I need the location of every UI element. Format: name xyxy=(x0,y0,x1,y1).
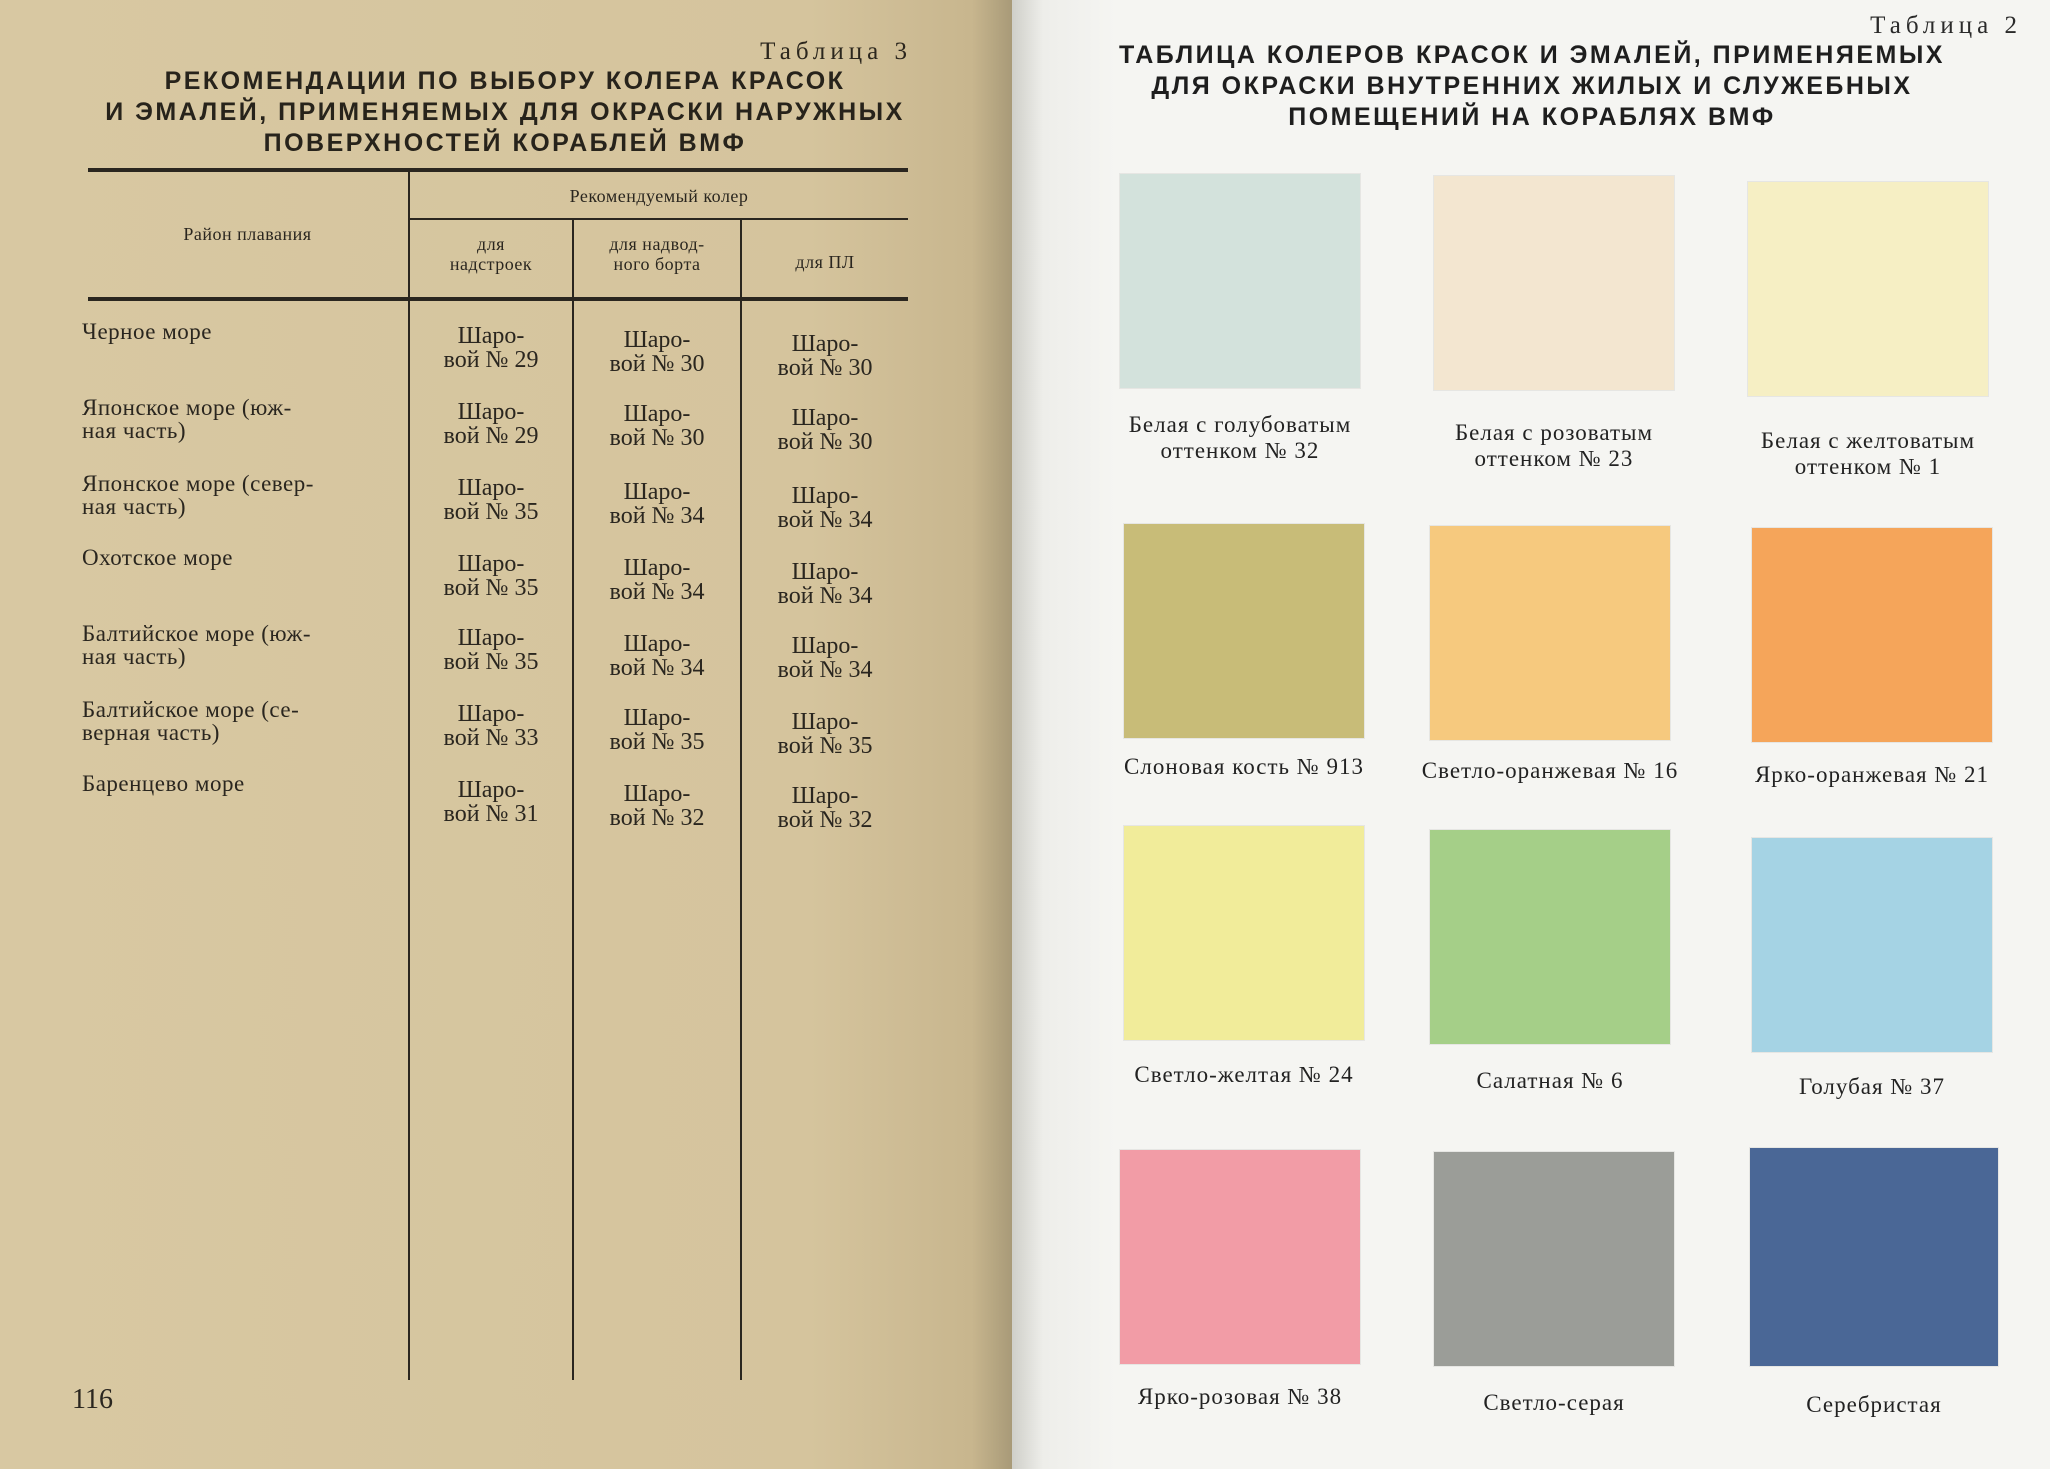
color-swatch xyxy=(1434,176,1674,390)
color-cell: Шаро- вой № 34 xyxy=(609,555,705,605)
color-swatch xyxy=(1430,526,1670,740)
color-cell: Шаро- вой № 35 xyxy=(443,475,539,525)
swatch-label: Салатная № 6 xyxy=(1476,1068,1624,1093)
swatch-label: Белая с желтоватым оттенком № 1 xyxy=(1760,428,1976,479)
column-divider xyxy=(572,220,574,1380)
right-page xyxy=(1012,0,2050,1469)
title-line: И ЭМАЛЕЙ, ПРИМЕНЯЕМЫХ ДЛЯ ОКРАСКИ НАРУЖНЫХ xyxy=(105,98,905,126)
swatch-label: Светло-оранжевая № 16 xyxy=(1421,758,1679,783)
color-cell: Шаро- вой № 32 xyxy=(609,781,705,831)
swatch-label: Белая с голубоватым оттенком № 32 xyxy=(1128,412,1352,463)
header-col-submarine: для ПЛ xyxy=(795,252,855,272)
title-line: ТАБЛИЦА КОЛЕРОВ КРАСОК И ЭМАЛЕЙ, ПРИМЕНЯЕМЫХ xyxy=(1119,41,1945,69)
color-swatch xyxy=(1124,524,1364,738)
color-cell: Шаро- вой № 34 xyxy=(777,559,873,609)
swatch-label: Ярко-оранжевая № 21 xyxy=(1754,762,1990,787)
page-number: 116 xyxy=(72,1384,113,1415)
color-cell: Шаро- вой № 34 xyxy=(609,631,705,681)
header-sub-rule xyxy=(410,218,908,220)
title-line: РЕКОМЕНДАЦИИ ПО ВЫБОРУ КОЛЕРА КРАСОК xyxy=(164,67,846,95)
title-line: ДЛЯ ОКРАСКИ ВНУТРЕННИХ ЖИЛЫХ И СЛУЖЕБНЫХ xyxy=(1151,72,1913,100)
color-cell: Шаро- вой № 31 xyxy=(443,777,539,827)
color-cell: Шаро- вой № 29 xyxy=(443,399,539,449)
header-recommended: Рекомендуемый колер xyxy=(569,186,749,206)
color-cell: Шаро- вой № 29 xyxy=(443,323,539,373)
table-top-rule xyxy=(88,168,908,172)
column-divider xyxy=(408,172,410,1380)
color-cell: Шаро- вой № 34 xyxy=(609,479,705,529)
color-swatch xyxy=(1120,1150,1360,1364)
color-cell: Шаро- вой № 30 xyxy=(777,405,873,455)
swatch-label: Светло-серая xyxy=(1483,1390,1625,1415)
header-bottom-rule xyxy=(88,297,908,301)
title-line: ПОВЕРХНОСТЕЙ КОРАБЛЕЙ ВМФ xyxy=(263,129,747,157)
region-cell: Балтийское море (юж- ная часть) xyxy=(82,621,312,669)
swatch-label: Белая с розоватым оттенком № 23 xyxy=(1454,420,1654,471)
color-cell: Шаро- вой № 34 xyxy=(777,483,873,533)
color-cell: Шаро- вой № 35 xyxy=(609,705,705,755)
color-cell: Шаро- вой № 35 xyxy=(777,709,873,759)
header-region: Район плавания xyxy=(183,224,312,244)
color-swatch xyxy=(1752,838,1992,1052)
color-cell: Шаро- вой № 32 xyxy=(777,783,873,833)
color-swatch xyxy=(1124,826,1364,1040)
color-swatch xyxy=(1120,174,1360,388)
swatch-label: Серебристая xyxy=(1806,1392,1942,1417)
color-cell: Шаро- вой № 30 xyxy=(609,401,705,451)
table-2-title xyxy=(1092,40,1972,133)
color-swatch xyxy=(1748,182,1988,396)
column-divider xyxy=(740,220,742,1380)
swatch-label: Слоновая кость № 913 xyxy=(1124,754,1364,779)
color-swatch xyxy=(1430,830,1670,1044)
region-cell: Японское море (север- ная часть) xyxy=(82,471,314,519)
color-cell: Шаро- вой № 35 xyxy=(443,625,539,675)
color-swatch xyxy=(1750,1148,1998,1366)
region-cell: Японское море (юж- ная часть) xyxy=(82,395,292,443)
title-line: ПОМЕЩЕНИЙ НА КОРАБЛЯХ ВМФ xyxy=(1288,103,1776,131)
region-cell: Охотское море xyxy=(82,545,233,570)
table-3-title xyxy=(80,66,930,159)
color-swatch xyxy=(1434,1152,1674,1366)
header-col-superstructure: для надстроек xyxy=(449,234,533,274)
color-cell: Шаро- вой № 34 xyxy=(777,633,873,683)
region-cell: Черное море xyxy=(82,319,212,344)
color-cell: Шаро- вой № 30 xyxy=(609,327,705,377)
region-cell: Баренцево море xyxy=(82,771,245,796)
color-cell: Шаро- вой № 30 xyxy=(777,331,873,381)
region-cell: Балтийское море (се- верная часть) xyxy=(82,697,300,745)
color-swatch xyxy=(1752,528,1992,742)
color-cell: Шаро- вой № 33 xyxy=(443,701,539,751)
header-col-hull: для надвод- ного борта xyxy=(609,234,705,274)
swatch-label: Голубая № 37 xyxy=(1798,1074,1946,1099)
color-cell: Шаро- вой № 35 xyxy=(443,551,539,601)
left-page xyxy=(0,0,1012,1469)
swatch-label: Ярко-розовая № 38 xyxy=(1137,1384,1343,1409)
table-2-caption: Таблица 2 xyxy=(1870,12,2022,39)
table-3-caption: Таблица 3 xyxy=(760,38,912,65)
swatch-label: Светло-желтая № 24 xyxy=(1134,1062,1354,1087)
